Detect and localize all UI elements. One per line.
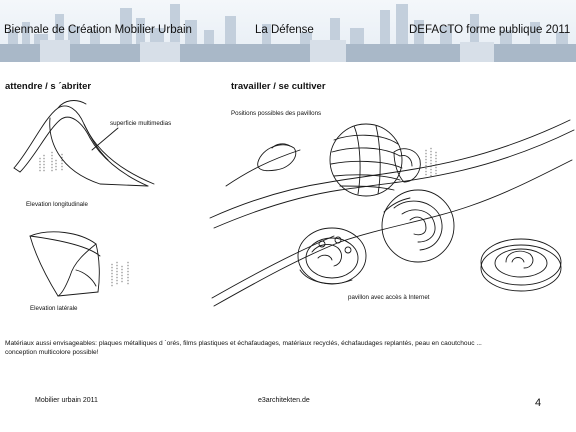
caption-multimedia-surface: superficie multimedias xyxy=(110,120,172,127)
caption-longitudinal-elevation: Elevation longitudinale xyxy=(26,201,88,208)
materials-line-2: conception multicolore possible! xyxy=(5,349,99,356)
caption-pavilion-positions: Positions possibles des pavillons xyxy=(231,110,322,117)
shelter-longitudinal-sketch xyxy=(14,101,154,186)
section-heading-wait: attendre / s ´abriter xyxy=(5,81,92,92)
shelter-lateral-sketch xyxy=(30,232,128,296)
materials-line-1: Matériaux aussi envisageables: plaques métalliques d ´orés, films plastiques et échafaudages, matériaux recyclés, échafaudages replantés, peau en caoutchouc ... xyxy=(5,340,482,347)
section-heading-work: travailler / se cultiver xyxy=(231,81,326,92)
page-number: 4 xyxy=(535,397,542,409)
banner-title-right: DEFACTO forme publique 2011 xyxy=(409,24,571,36)
footer-left: Mobilier urbain 2011 xyxy=(35,397,98,404)
banner-title-left: Biennale de Création Mobilier Urbain xyxy=(4,24,192,36)
materials-note xyxy=(5,339,565,357)
footer-center: e3architekten.de xyxy=(258,397,310,404)
pavilions-plan-sketch xyxy=(210,120,574,306)
caption-internet-pavilion: pavillon avec accès à Internet xyxy=(348,294,430,301)
caption-lateral-elevation: Elevation latérale xyxy=(30,305,78,312)
banner-title-center: La Défense xyxy=(255,24,314,36)
